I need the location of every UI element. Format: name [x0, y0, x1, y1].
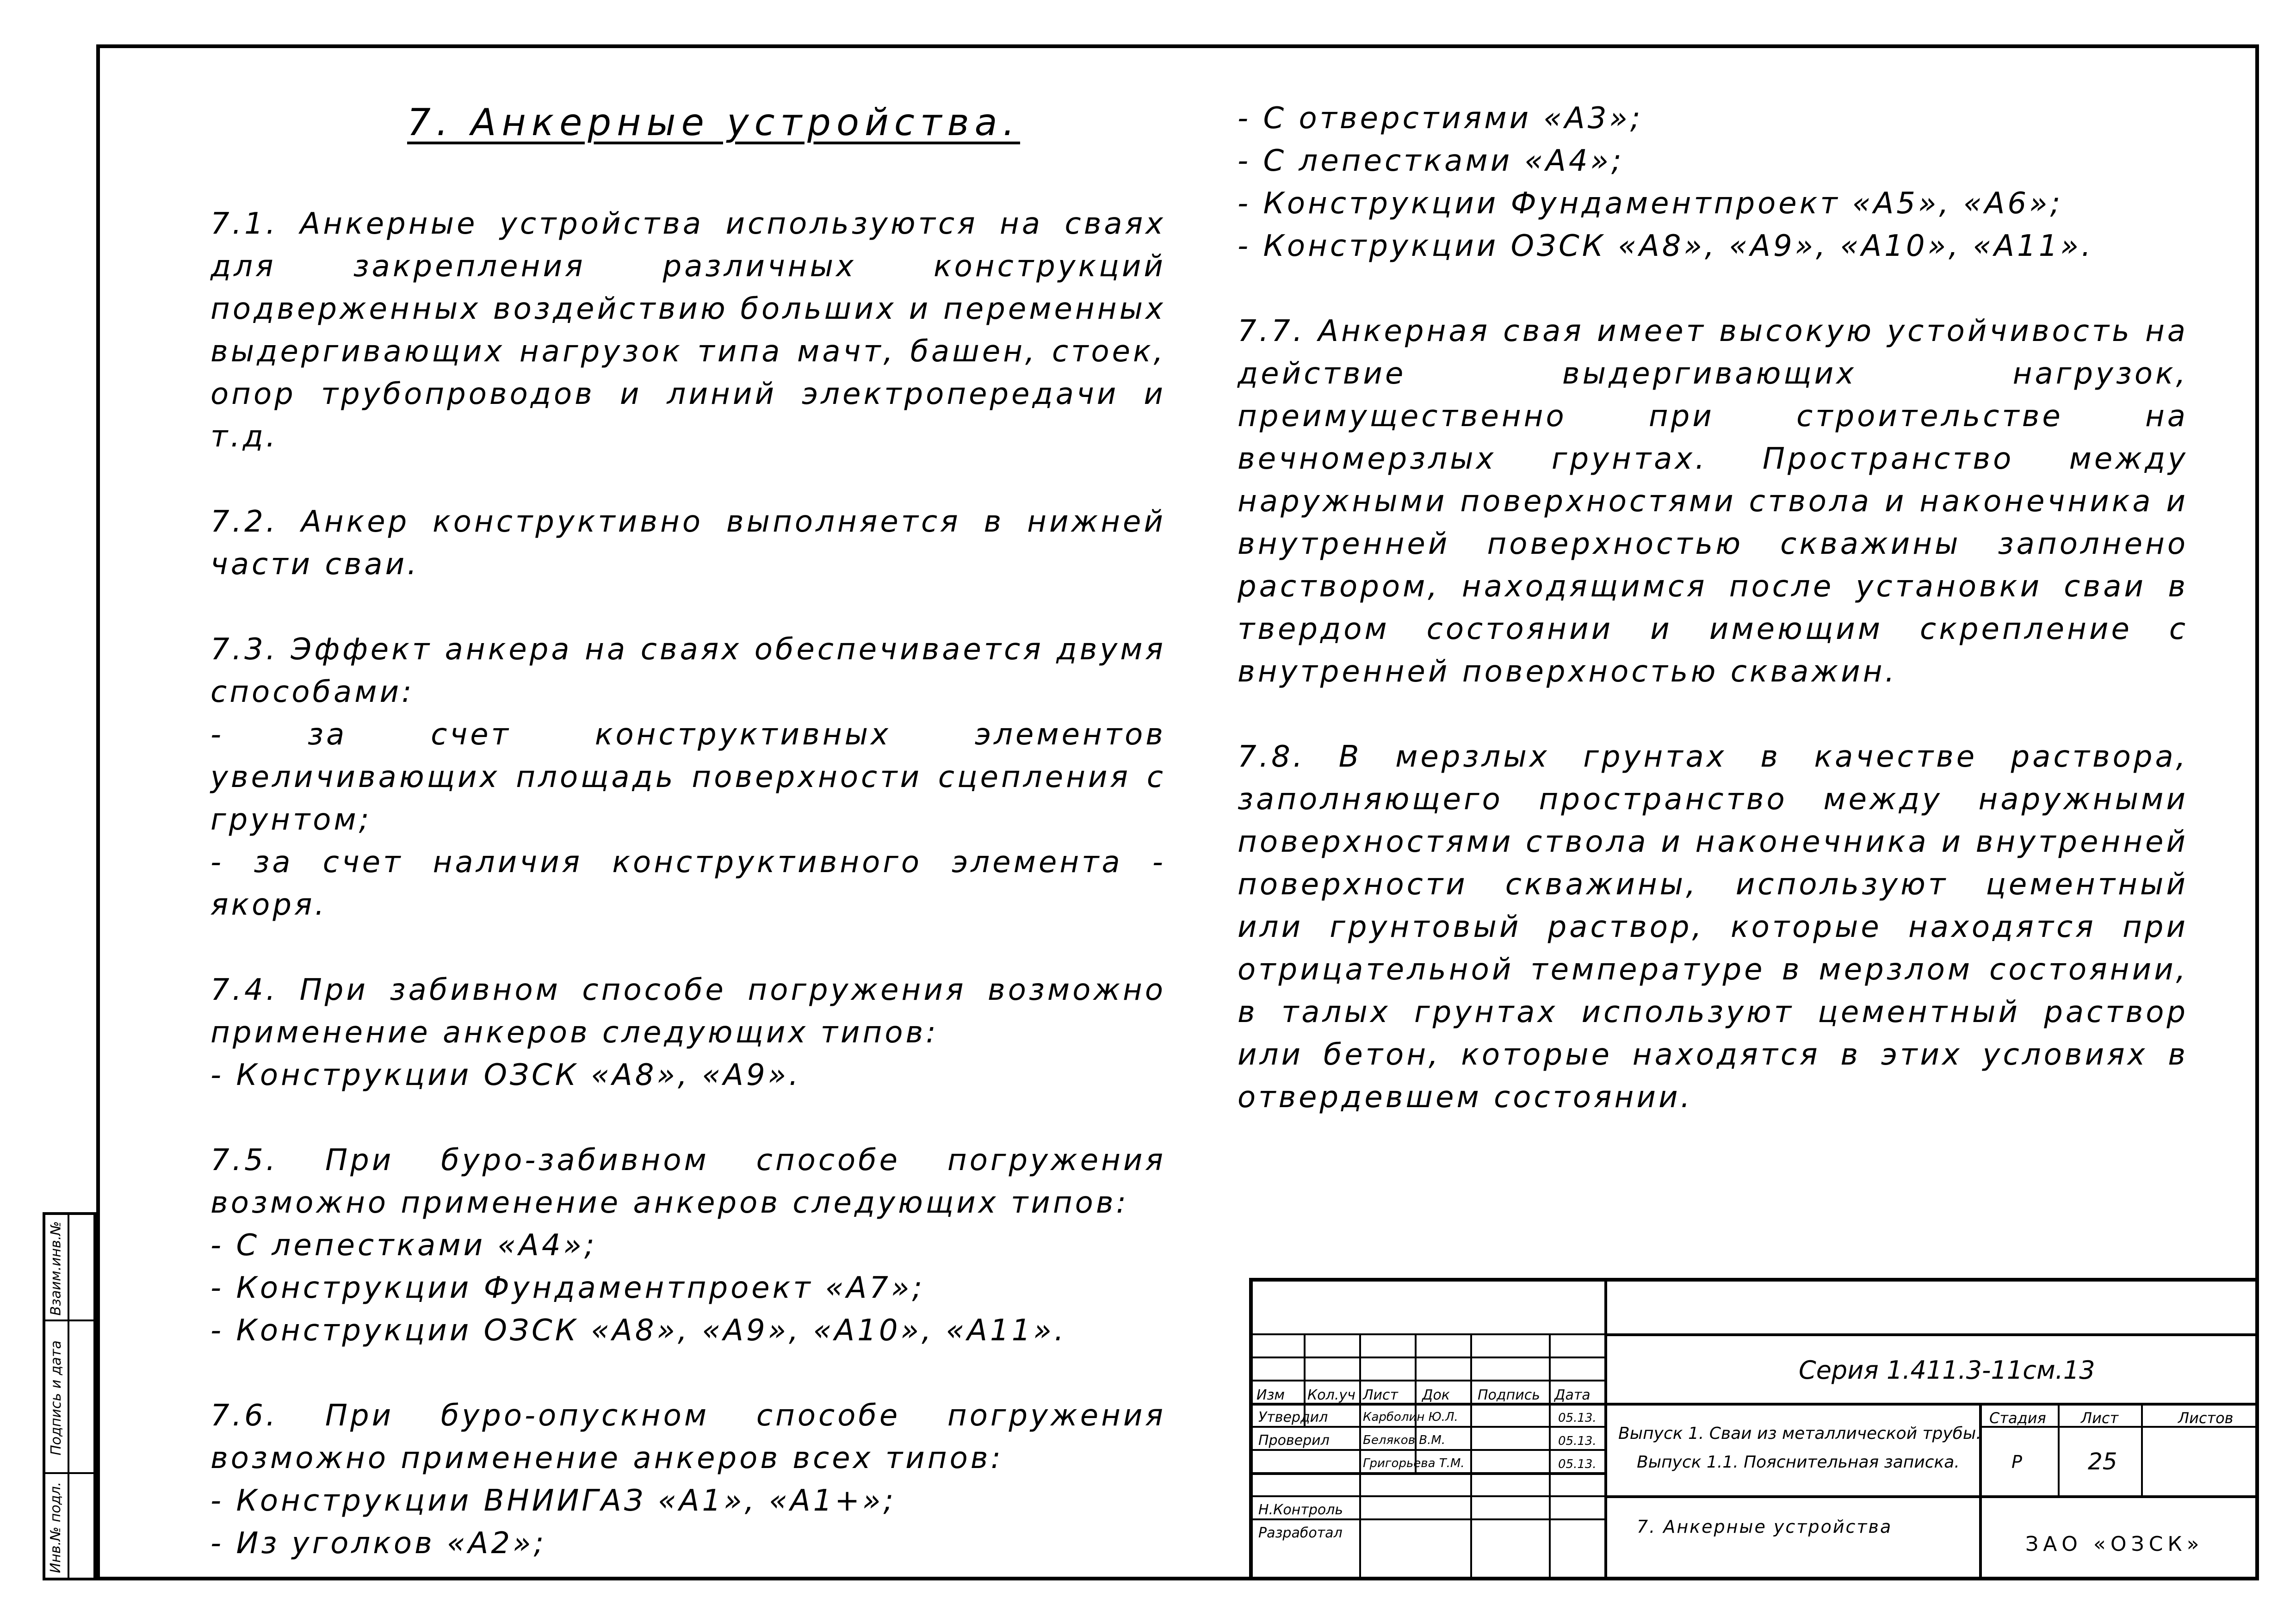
stamp-signature-label: Подпись и дата — [48, 1340, 64, 1456]
paragraph-7-5: 7.5. При буро-забивном способе погружения возможно применение анкеров следующих типов: — [210, 1143, 1166, 1220]
paragraph-7-8: 7.8. В мерзлых грунтах в качестве раствора, заполняющего пространство между наружными поверхностями ствола и наконечника и внутренней поверхности скважины, используют цементный или грунтовый раствор, которые находятся при отрицательной температуре в мерзлом состоянии, в талых грунтах используют цементный раствор или бетон, которые находятся в этих условиях в отвердевшем состоянии. — [1238, 740, 2188, 1115]
list-item: - Конструкции ОЗСК «А8», «А9», «А10», «А11». — [210, 1313, 1067, 1348]
header-list: Лист — [1363, 1387, 1399, 1403]
series-label: Серия 1.411.3-11см.13 — [1799, 1356, 2095, 1385]
paragraph-7-6: 7.6. При буро-опускном способе погружения возможно применение анкеров всех типов: — [210, 1399, 1166, 1475]
stage-value: Р — [2011, 1452, 2022, 1472]
paragraph-7-1: 7.1. Анкерные устройства используются на сваях для закрепления различных конструкций подверженных воздействию больших и переменных выдергивающих нагрузок типа мачт, башен, стоек, опор трубопроводов и линий электропередачи и т.д. — [210, 207, 1166, 454]
list-item: - Конструкции ВНИИГАЗ «А1», «А1+»; — [210, 1484, 897, 1518]
right-column — [1212, 97, 2188, 1119]
header-kol: Кол.уч — [1307, 1387, 1355, 1403]
list-item: - С лепестками «А4»; — [210, 1228, 597, 1263]
list-item: - за счет конструктивных элементов увеличивающих площадь поверхности сцепления с грунтом; — [210, 718, 1166, 837]
sheets-label: Листов — [2178, 1409, 2234, 1427]
name-checked: Беляков В.М. — [1363, 1433, 1446, 1447]
paragraph-7-3: 7.3. Эффект анкера на сваях обеспечивается двумя способами: — [210, 632, 1166, 709]
sheet-title: 7. Анкерные устройства — [1637, 1517, 1893, 1537]
role-developed: Разработал — [1258, 1525, 1343, 1541]
stamp-inv-label: Инв.№ подл. — [48, 1481, 64, 1573]
list-item: - С лепестками «А4»; — [1238, 144, 1624, 178]
header-dok: Док — [1422, 1387, 1450, 1403]
title-block — [1249, 1278, 2259, 1580]
stage-label: Стадия — [1989, 1409, 2046, 1427]
page-title: 7. Анкерные устройства. — [407, 101, 1021, 144]
role-checked: Проверил — [1258, 1432, 1330, 1449]
list-item: - Конструкции Фундаментпроект «А7»; — [210, 1271, 925, 1305]
header-podpis: Подпись — [1478, 1387, 1540, 1403]
list-item: - Конструкции ОЗСК «А8», «А9». — [210, 1058, 801, 1092]
stamp-vzam-label: Взаим.инв.№ — [48, 1220, 64, 1316]
role-approved: Утвердил — [1258, 1409, 1328, 1425]
description-line1: Выпуск 1. Сваи из металлической трубы. — [1618, 1424, 1981, 1443]
list-item: - С отверстиями «А3»; — [1238, 101, 1643, 136]
role-norm-control: Н.Контроль — [1258, 1502, 1343, 1518]
list-item: - Конструкции Фундаментпроект «А5», «А6»; — [1238, 186, 2063, 221]
paragraph-7-4: 7.4. При забивном способе погружения возможно применение анкеров следующих типов: — [210, 973, 1166, 1050]
name-approved: Карболин Ю.Л. — [1363, 1410, 1458, 1424]
paragraph-7-7: 7.7. Анкерная свая имеет высокую устойчивость на действие выдергивающих нагрузок, преимущественно при строительстве на вечномерзлых грунтах. Пространство между наружными поверхностями ствола и наконечника и внутренней поверхностью скважины заполнено раствором, находящимся после установки сваи в твердом состоянии и имеющим скрепление с внутренней поверхностью скважин. — [1238, 314, 2188, 689]
sheet-label: Лист — [2081, 1409, 2119, 1427]
date-checked: 05.13. — [1558, 1434, 1597, 1448]
header-izm: Изм — [1256, 1387, 1285, 1403]
date-third: 05.13. — [1558, 1457, 1597, 1471]
paragraph-7-2: 7.2. Анкер конструктивно выполняется в нижней части сваи. — [210, 505, 1166, 582]
list-item: - Из уголков «А2»; — [210, 1526, 547, 1561]
list-item: - за счет наличия конструктивного элемента - якоря. — [210, 845, 1166, 922]
description-line2: Выпуск 1.1. Пояснительная записка. — [1637, 1453, 1960, 1472]
date-approved: 05.13. — [1558, 1411, 1597, 1425]
left-column — [185, 203, 1166, 1565]
list-item: - Конструкции ОЗСК «А8», «А9», «А10», «А11». — [1238, 229, 2094, 263]
side-stamp — [43, 1212, 96, 1580]
name-third: Григорьева Т.М. — [1363, 1456, 1465, 1470]
company-name: ЗАО «ОЗСК» — [2025, 1532, 2204, 1556]
header-data: Дата — [1554, 1387, 1590, 1403]
sheet-value: 25 — [2088, 1448, 2117, 1475]
